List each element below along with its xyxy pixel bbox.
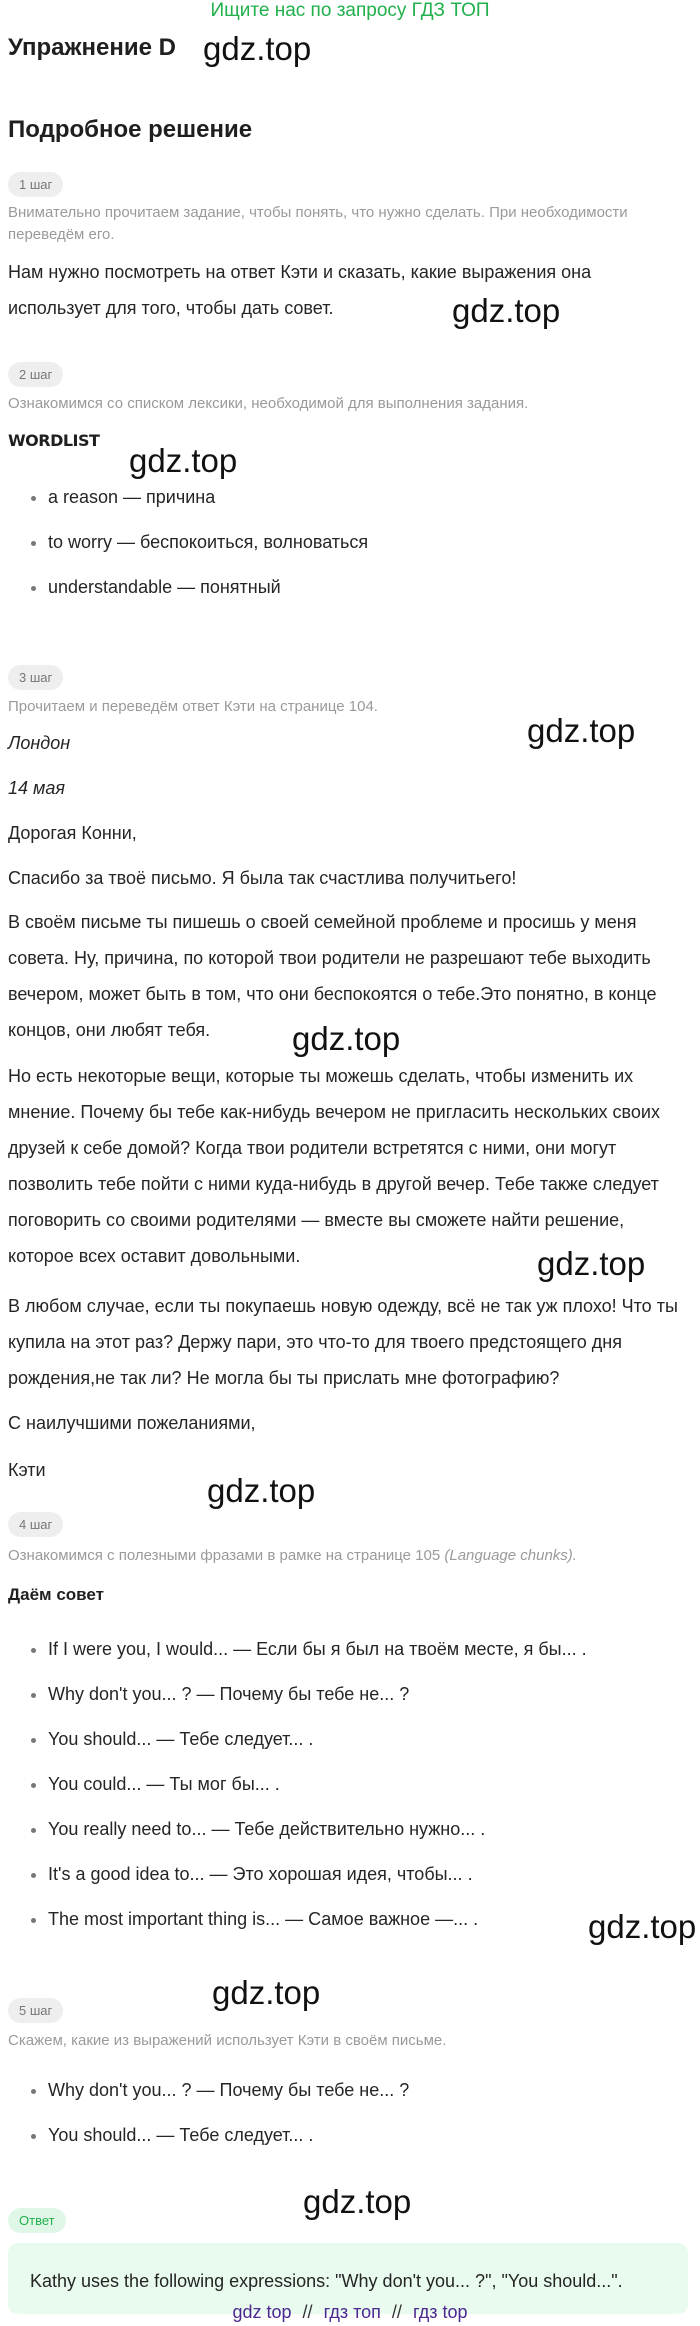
footer-separator: // (302, 2302, 313, 2322)
letter-date: 14 мая (8, 778, 65, 798)
list-item: • You really need to... — Тебе действительно нужно... . (48, 1807, 700, 1852)
watermark: gdz.top (129, 442, 238, 479)
list-item: • Why don't you... ? — Почему бы тебе не... ? (48, 2068, 700, 2113)
list-item: • a reason — причина (48, 475, 700, 520)
list-item: • You should... — Тебе следует... . (48, 2113, 700, 2158)
letter-paragraph: Спасибо за твоё письмо. Я была так счастлива получитьего! (8, 868, 517, 888)
footer-links (0, 2302, 700, 2323)
phrases-heading: Даём совет (8, 1585, 104, 1604)
step-hint-emphasis: (Language chunks). (444, 1547, 577, 1564)
watermark: gdz.top (303, 2183, 412, 2220)
exercise-title: Упражнение D (8, 34, 176, 61)
footer-link[interactable]: гдз топ (323, 2302, 381, 2322)
step-hint-text: Ознакомимся с полезными фразами в рамке на странице 105 (8, 1547, 441, 1564)
footer-link[interactable]: гдз top (412, 2302, 468, 2322)
list-item: • The most important thing is... — Самое важное —... . (48, 1897, 700, 1942)
step-hint: Скажем, какие из выражений использует Кэти в своём письме. (8, 2032, 447, 2049)
list-item: • Why don't you... ? — Почему бы тебе не... ? (48, 1672, 700, 1717)
watermark: gdz.top (537, 1245, 646, 1282)
footer-separator: // (391, 2302, 402, 2322)
step-hint: Внимательно прочитаем задание, чтобы понять, что нужно сделать. При необходимости переведём его. (8, 204, 628, 243)
letter-paragraph: В своём письме ты пишешь о своей семейной проблеме и просишь у меня совета. Ну, причина, по которой твои родители не разрешают тебе выходить вечером, может быть в том, что они беспокоятся о тебе.Это понятно, в конце концов, они любят тебя. (8, 912, 657, 1040)
step-hint: Прочитаем и переведём ответ Кэти на странице 104. (8, 698, 378, 715)
step-label: 5 шаг (8, 1998, 63, 2023)
letter-city: Лондон (8, 733, 71, 753)
step-text: Нам нужно посмотреть на ответ Кэти и сказать, какие выражения она использует для того, чтобы дать совет. (8, 262, 592, 318)
watermark: gdz.top (292, 1020, 401, 1057)
step-hint (8, 1545, 688, 1567)
section-title: Подробное решение (8, 116, 253, 143)
step-label: 3 шаг (8, 665, 63, 690)
answer-phrases-list (20, 2068, 700, 2158)
footer-link[interactable]: gdz top (232, 2302, 292, 2322)
step-hint: Ознакомимся со списком лексики, необходимой для выполнения задания. (8, 395, 529, 412)
list-item: • You should... — Тебе следует... . (48, 1717, 700, 1762)
watermark: gdz.top (588, 1908, 697, 1945)
watermark: gdz.top (527, 712, 636, 749)
wordlist (20, 475, 700, 610)
list-item: • If I were you, I would... — Если бы я был на твоём месте, я бы... . (48, 1627, 700, 1672)
step-label: 4 шаг (8, 1512, 63, 1537)
list-item: • You could... — Ты мог бы... . (48, 1762, 700, 1807)
list-item: • understandable — понятный (48, 565, 700, 610)
watermark: gdz.top (452, 292, 561, 329)
letter-signature: Кэти (8, 1460, 46, 1480)
watermark: gdz.top (212, 1974, 321, 2011)
list-item: • It's a good idea to... — Это хорошая идея, чтобы... . (48, 1852, 700, 1897)
letter-paragraph: В любом случае, если ты покупаешь новую одежду, всё не так уж плохо! Что ты купила на этот раз? Держу пари, это что-то для твоего предстоящего дня рождения,не так ли? Не могла бы ты прислать мне фотографию? (8, 1296, 678, 1388)
letter-closing: С наилучшими пожеланиями, (8, 1413, 256, 1433)
top-banner: Ищите нас по запросу ГДЗ ТОП (210, 0, 490, 21)
watermark: gdz.top (207, 1472, 316, 1509)
wordlist-heading: WORDLIST (8, 431, 100, 450)
watermark: gdz.top (203, 30, 312, 67)
letter-paragraph: Но есть некоторые вещи, которые ты можешь сделать, чтобы изменить их мнение. Почему бы тебе как-нибудь вечером не пригласить нескольких своих друзей к себе домой? Когда твои родители встретятся с ними, они могут позволить тебе пойти с ними куда-нибудь в другой вечер. Тебе также следует поговорить со своими родителями — вместе вы сможете найти решение, которое всех оставит довольными. (8, 1066, 660, 1266)
phrases-list (20, 1627, 700, 1942)
step-label: 2 шаг (8, 362, 63, 387)
letter-greeting: Дорогая Конни, (8, 823, 137, 843)
list-item: • to worry — беспокоиться, волноваться (48, 520, 700, 565)
step-label: 1 шаг (8, 172, 63, 197)
answer-label: Ответ (8, 2208, 66, 2233)
answer-text: Kathy uses the following expressions: "Why don't you... ?", "You should...". (30, 2271, 623, 2291)
